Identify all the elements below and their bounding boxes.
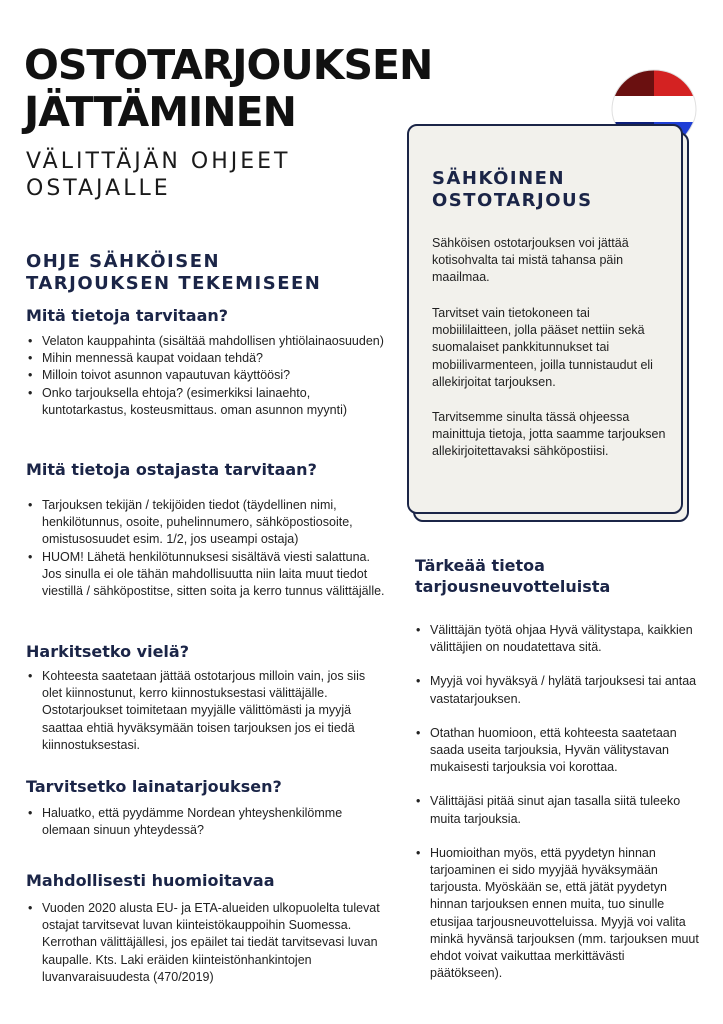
title-line-2: JÄTTÄMINEN [24, 88, 296, 136]
section-title [26, 251, 321, 295]
right-heading-line-2: tarjousneuvotteluista [415, 577, 611, 596]
right-heading [415, 555, 610, 597]
subtitle-line-1: VÄLITTÄJÄN OHJEET [26, 149, 291, 174]
subtitle-line-2: OSTAJALLE [26, 176, 171, 201]
list-item: • HUOM! Lähetä henkilötunnuksesi sisältävä viesti salattuna. Jos sinulla ei ole tähän mahdollisuutta niin laita muut tiedot viestillä / sähköpostitse, sitten soita ja kerro tunnus välittäjälle. [42, 549, 387, 601]
block-heading: Mahdollisesti huomioitavaa [26, 871, 275, 890]
card-paragraph: Sähköisen ostotarjouksen voi jättää kotisohvalta tai mistä tahansa päin maailmaa. [432, 236, 629, 285]
bullet-list [28, 668, 387, 754]
list-item: • Onko tarjouksella ehtoja? (esimerkiksi lainaehto, kuntotarkastus, kosteusmittaus. oman asunnon myynti) [42, 385, 387, 419]
list-item: • Milloin toivot asunnon vapautuvan käyttöösi? [42, 367, 387, 384]
block-heading: Mitä tietoja ostajasta tarvitaan? [26, 460, 317, 479]
block-heading: Tarvitsetko lainatarjouksen? [26, 777, 282, 796]
card-title [432, 168, 593, 212]
list-item: • Otathan huomioon, että kohteesta saatetaan saada useita tarjouksia, Hyvän välitystavan mukaisesti tarjouksia voi korottaa. [430, 725, 700, 777]
bullet-list [28, 497, 387, 600]
list-item: • Haluatko, että pyydämme Nordean yhteyshenkilömme olemaan sinuun yhteydessä? [42, 805, 387, 839]
page-subtitle [26, 148, 290, 202]
list-item: • Tarjouksen tekijän / tekijöiden tiedot (täydellinen nimi, henkilötunnus, osoite, puhelinnumero, sähköpostiosoite, omistusosuudet esim. 1/2, jos useampi ostaja) [42, 497, 387, 549]
title-line-1: OSTOTARJOUKSEN [24, 41, 433, 89]
list-item: • Mihin mennessä kaupat voidaan tehdä? [42, 350, 387, 367]
section-title-line-1: OHJE SÄHKÖISEN [26, 251, 221, 272]
page-title [24, 42, 432, 136]
list-item: • Vuoden 2020 alusta EU- ja ETA-alueiden ulkopuolelta tulevat ostajat tarvitsevat luvan kiinteistökauppoihin Suomessa. Kerrothan välittäjällesi, jos epäilet tai tiedät tarvitsevasi luvan kaupalle. Kts. Laki eräiden kiinteistönhankintojen luvanvaraisuudesta (470/2019) [42, 900, 387, 986]
list-item: • Huomioithan myös, että pyydetyn hinnan tarjoaminen ei sido myyjää hyväksymään tarjousta. Myöskään se, että jätät pyydetyn hinnan tarjouksen ennen muita, tuo sinulle etusijaa tarjousneuvotteluissa. Myyjä voi valita minkä hyvänsä tarjouksen (mm. tarjouksen muut ehdot voivat vaikuttaa merkittävästi päätökseen). [430, 845, 700, 983]
card-paragraph: Tarvitsemme sinulta tässä ohjeessa mainittuja tietoja, jotta saamme tarjouksen allekirjoitettavaksi sähköpostiisi. [432, 410, 666, 459]
card-title-line-1: SÄHKÖINEN [432, 168, 566, 189]
list-item: • Välittäjäsi pitää sinut ajan tasalla siitä tuleeko muita tarjouksia. [430, 793, 700, 827]
block-heading: Harkitsetko vielä? [26, 642, 189, 661]
bullet-list [416, 622, 700, 999]
list-item: • Välittäjän työtä ohjaa Hyvä välitystapa, kaikkien välittäjien on noudatettava sitä. [430, 622, 700, 656]
list-item: • Kohteesta saatetaan jättää ostotarjous milloin vain, jos siis olet kiinnostunut, kerro kiinnostuksestasi välittäjälle. Ostotarjoukset toimitetaan myyjälle välittömästi ja myyjä saattaa ehtiä hyväksymään toisen tarjouksen jos ei tiedä kiinnostuksestasi. [42, 668, 387, 754]
list-item: • Velaton kauppahinta (sisältää mahdollisen yhtiölainaosuuden) [42, 333, 387, 350]
bullet-list [28, 805, 387, 839]
bullet-list [28, 333, 387, 419]
block-heading: Mitä tietoja tarvitaan? [26, 306, 229, 325]
card-title-line-2: OSTOTARJOUS [432, 190, 593, 211]
card-paragraph: Tarvitset vain tietokoneen tai mobiililaitteen, jolla pääset nettiin sekä suomalaiset pankkitunnukset tai mobiilivarmenteen, joilla tunnistaudut eli allekirjoitat tarjouksen. [432, 306, 653, 389]
right-heading-line-1: Tärkeää tietoa [415, 556, 545, 575]
list-item: • Myyjä voi hyväksyä / hylätä tarjouksesi tai antaa vastatarjouksen. [430, 673, 700, 707]
section-title-line-2: TARJOUKSEN TEKEMISEEN [26, 273, 322, 294]
bullet-list [28, 900, 387, 986]
